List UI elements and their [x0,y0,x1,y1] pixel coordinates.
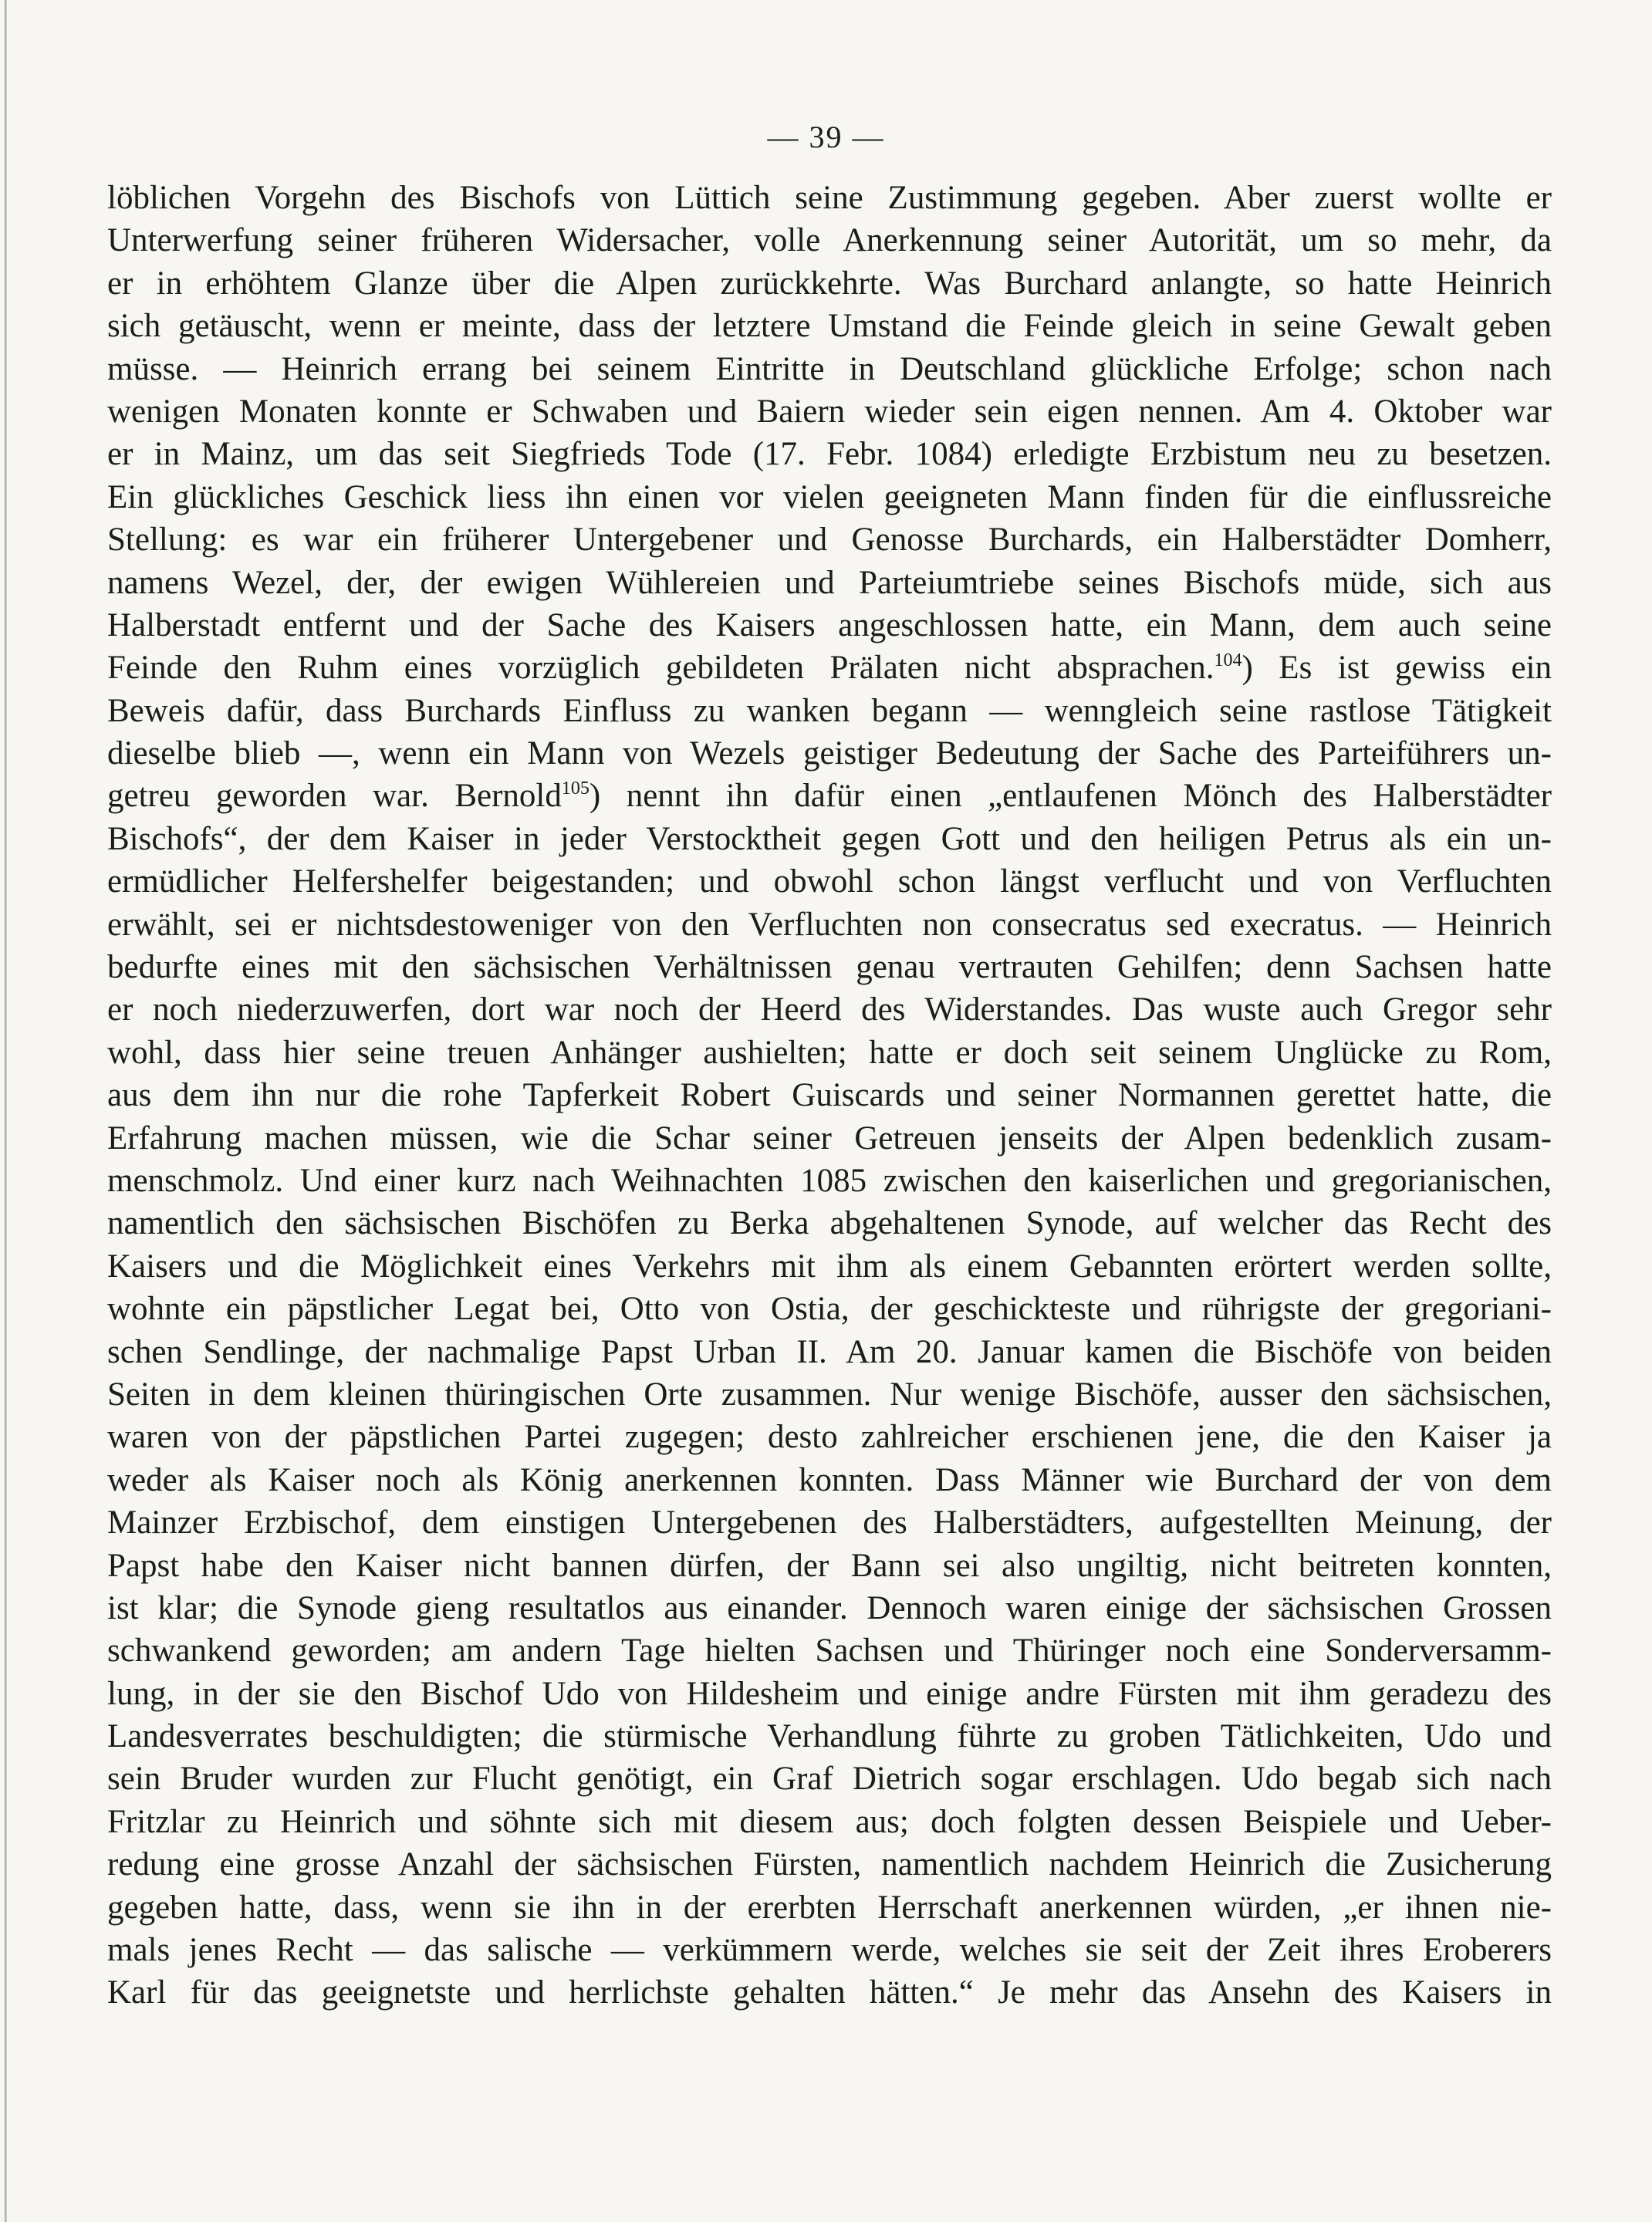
text-line-content: dieselbe blieb —, wenn ein Mann von Wezels geistiger Bedeutung der Sache des Parteiführers un- [107,735,1552,772]
text-line-content: gegeben hatte, dass, wenn sie ihn in der ererbten Herrschaft anerkennen würden, „er ihnen nie- [107,1889,1552,1926]
text-line [107,1074,1552,1116]
text-line [107,818,1552,860]
text-line [107,1245,1552,1288]
body-text [107,177,1552,2014]
text-line-content: namens Wezel, der, der ewigen Wühlereien und Parteiumtriebe seines Bischofs müde, sich aus [107,564,1552,601]
text-line-content: Karl für das geeignetste und herrlichste gehalten hätten.“ Je mehr das Ansehn des Kaisers in [107,1974,1552,2011]
text-line-content: ist klar; die Synode gieng resultatlos aus einander. Dennoch waren einige der sächsischen Grossen [107,1589,1552,1626]
text-line [107,690,1552,732]
text-line-content: Beweis dafür, dass Burchards Einfluss zu wanken begann — wenngleich seine rastlose Tätigkeit [107,692,1552,729]
text-line [107,1929,1552,1971]
text-line [107,1117,1552,1160]
text-line-content: aus dem ihn nur die rohe Tapferkeit Robert Guiscards und seiner Normannen gerettet hatte, die [107,1077,1552,1114]
text-line [107,518,1552,561]
text-line [107,1843,1552,1886]
text-line [107,348,1552,390]
text-line-content: Unterwerfung seiner früheren Widersacher, volle Anerkennung seiner Autorität, um so mehr, da [107,222,1552,259]
text-line [107,1886,1552,1929]
footnote-marker: 105 [561,778,590,799]
text-line [107,1545,1552,1587]
text-line-content: Seiten in dem kleinen thüringischen Orte zusammen. Nur wenige Bischöfe, ausser den sächsischen, [107,1376,1552,1413]
text-line [107,860,1552,903]
text-line-content: Halberstadt entfernt und der Sache des Kaisers angeschlossen hatte, ein Mann, dem auch seine [107,606,1552,643]
text-line [107,262,1552,305]
text-line-content: Bischofs“, der dem Kaiser in jeder Verstocktheit gegen Gott und den heiligen Petrus als ein un- [107,820,1552,857]
text-line-content: mals jenes Recht — das salische — verkümmern werde, welches sie seit der Zeit ihres Eroberers [107,1932,1552,1969]
text-line-content: schen Sendlinge, der nachmalige Papst Urban II. Am 20. Januar kamen die Bischöfe von beiden [107,1333,1552,1370]
text-line [107,390,1552,433]
text-line-content: löblichen Vorgehn des Bischofs von Lüttich seine Zustimmung gegeben. Aber zuerst wollte er [107,180,1552,216]
text-line-content: Kaisers und die Möglichkeit eines Verkehrs mit ihm als einem Gebannten erörtert werden sollte, [107,1248,1552,1285]
text-line-content: waren von der päpstlichen Partei zugegen; desto zahlreicher erschienen jene, die den Kaiser ja [107,1419,1552,1456]
page-number: — 39 — [767,120,885,154]
text-line-content: sich getäuscht, wenn er meinte, dass der letztere Umstand die Feinde gleich in seine Gewalt geben [107,308,1552,345]
text-line [107,476,1552,518]
text-line-content: wohnte ein päpstlicher Legat bei, Otto von Ostia, der geschickteste und rührigste der gregoriani- [107,1291,1552,1328]
text-line-content: Fritzlar zu Heinrich und söhnte sich mit diesem aus; doch folgten dessen Beispiele und Ueber- [107,1803,1552,1840]
text-line-continuation: ) nennt ihn dafür einen „entlaufenen Mönch des Halberstädter [589,778,1552,815]
text-line [107,1331,1552,1373]
footnote-marker: 104 [1214,650,1242,671]
page-edge [5,0,7,2222]
text-line-content: sein Bruder wurden zur Flucht genötigt, ein Graf Dietrich sogar erschlagen. Udo begab sich nach [107,1761,1552,1798]
text-line-content: menschmolz. Und einer kurz nach Weihnachten 1085 zwischen den kaiserlichen und gregorianischen, [107,1162,1552,1199]
text-line [107,433,1552,475]
text-line [107,1459,1552,1501]
text-line [107,647,1552,689]
text-line-content: wohl, dass hier seine treuen Anhänger aushielten; hatte er doch seit seinem Unglücke zu Rom, [107,1034,1552,1071]
text-line [107,604,1552,647]
text-line-content: weder als Kaiser noch als König anerkennen konnten. Dass Männer wie Burchard der von dem [107,1461,1552,1498]
text-line-content: Landesverrates beschuldigten; die stürmische Verhandlung führte zu groben Tätlichkeiten, Udo und [107,1718,1552,1755]
text-line [107,775,1552,817]
text-line [107,1629,1552,1672]
text-line [107,1587,1552,1629]
text-line [107,1971,1552,2014]
text-line-content: namentlich den sächsischen Bischöfen zu Berka abgehaltenen Synode, auf welcher das Recht des [107,1205,1552,1242]
text-line [107,1288,1552,1330]
text-line-content: getreu geworden war. Bernold [107,778,562,815]
text-line [107,1202,1552,1244]
text-line-content: er noch niederzuwerfen, dort war noch der Heerd des Widerstandes. Das wuste auch Gregor sehr [107,991,1552,1028]
text-line [107,305,1552,347]
text-line [107,1160,1552,1202]
text-line-content: er in erhöhtem Glanze über die Alpen zurückkehrte. Was Burchard anlangte, so hatte Heinrich [107,265,1552,302]
text-line [107,903,1552,946]
text-line [107,1801,1552,1843]
text-line [107,562,1552,604]
text-line-content: Ein glückliches Geschick liess ihn einen vor vielen geeigneten Mann finden für die einflussreiche [107,478,1552,515]
text-line [107,1032,1552,1074]
text-line [107,1715,1552,1758]
text-line [107,946,1552,988]
text-line [107,1758,1552,1800]
text-line-content: Erfahrung machen müssen, wie die Schar seiner Getreuen jenseits der Alpen bedenklich zusam- [107,1119,1552,1157]
text-line [107,1501,1552,1544]
text-line-content: Feinde den Ruhm eines vorzüglich gebildeten Prälaten nicht absprachen. [107,650,1215,687]
text-line-content: ermüdlicher Helfershelfer beigestanden; und obwohl schon längst verflucht und von Verfluchten [107,863,1552,900]
text-line-content: Mainzer Erzbischof, dem einstigen Untergebenen des Halberstädters, aufgestellten Meinung, der [107,1504,1552,1542]
text-line [107,219,1552,262]
text-line [107,1673,1552,1715]
text-line [107,1373,1552,1416]
text-line [107,177,1552,219]
text-line-content: Papst habe den Kaiser nicht bannen dürfen, der Bann sei also ungiltig, nicht beitreten konnten, [107,1547,1552,1584]
text-line [107,988,1552,1031]
text-line-content: redung eine grosse Anzahl der sächsischen Fürsten, namentlich nachdem Heinrich die Zusicherung [107,1846,1552,1883]
text-line [107,1416,1552,1458]
text-line-content: müsse. — Heinrich errang bei seinem Eintritte in Deutschland glückliche Erfolge; schon nach [107,350,1552,387]
text-line-content: schwankend geworden; am andern Tage hielten Sachsen und Thüringer noch eine Sonderversamm- [107,1633,1552,1670]
text-line-content: wenigen Monaten konnte er Schwaben und Baiern wieder sein eigen nennen. Am 4. Oktober war [107,393,1552,430]
text-line-content: Stellung: es war ein früherer Untergebener und Genosse Burchards, ein Halberstädter Domherr, [107,522,1552,559]
text-line [107,732,1552,775]
text-line-content: bedurfte eines mit den sächsischen Verhältnissen genau vertrauten Gehilfen; denn Sachsen hatte [107,949,1552,986]
text-line-content: er in Mainz, um das seit Siegfrieds Tode (17. Febr. 1084) erledigte Erzbistum neu zu besetzen. [107,436,1552,473]
text-line-content: lung, in der sie den Bischof Udo von Hildesheim und einige andre Fürsten mit ihm geradezu des [107,1675,1552,1712]
text-line-continuation: ) Es ist gewiss ein [1242,650,1552,687]
text-line-content: erwählt, sei er nichtsdestoweniger von den Verfluchten non consecratus sed execratus. — Heinrich [107,906,1552,943]
